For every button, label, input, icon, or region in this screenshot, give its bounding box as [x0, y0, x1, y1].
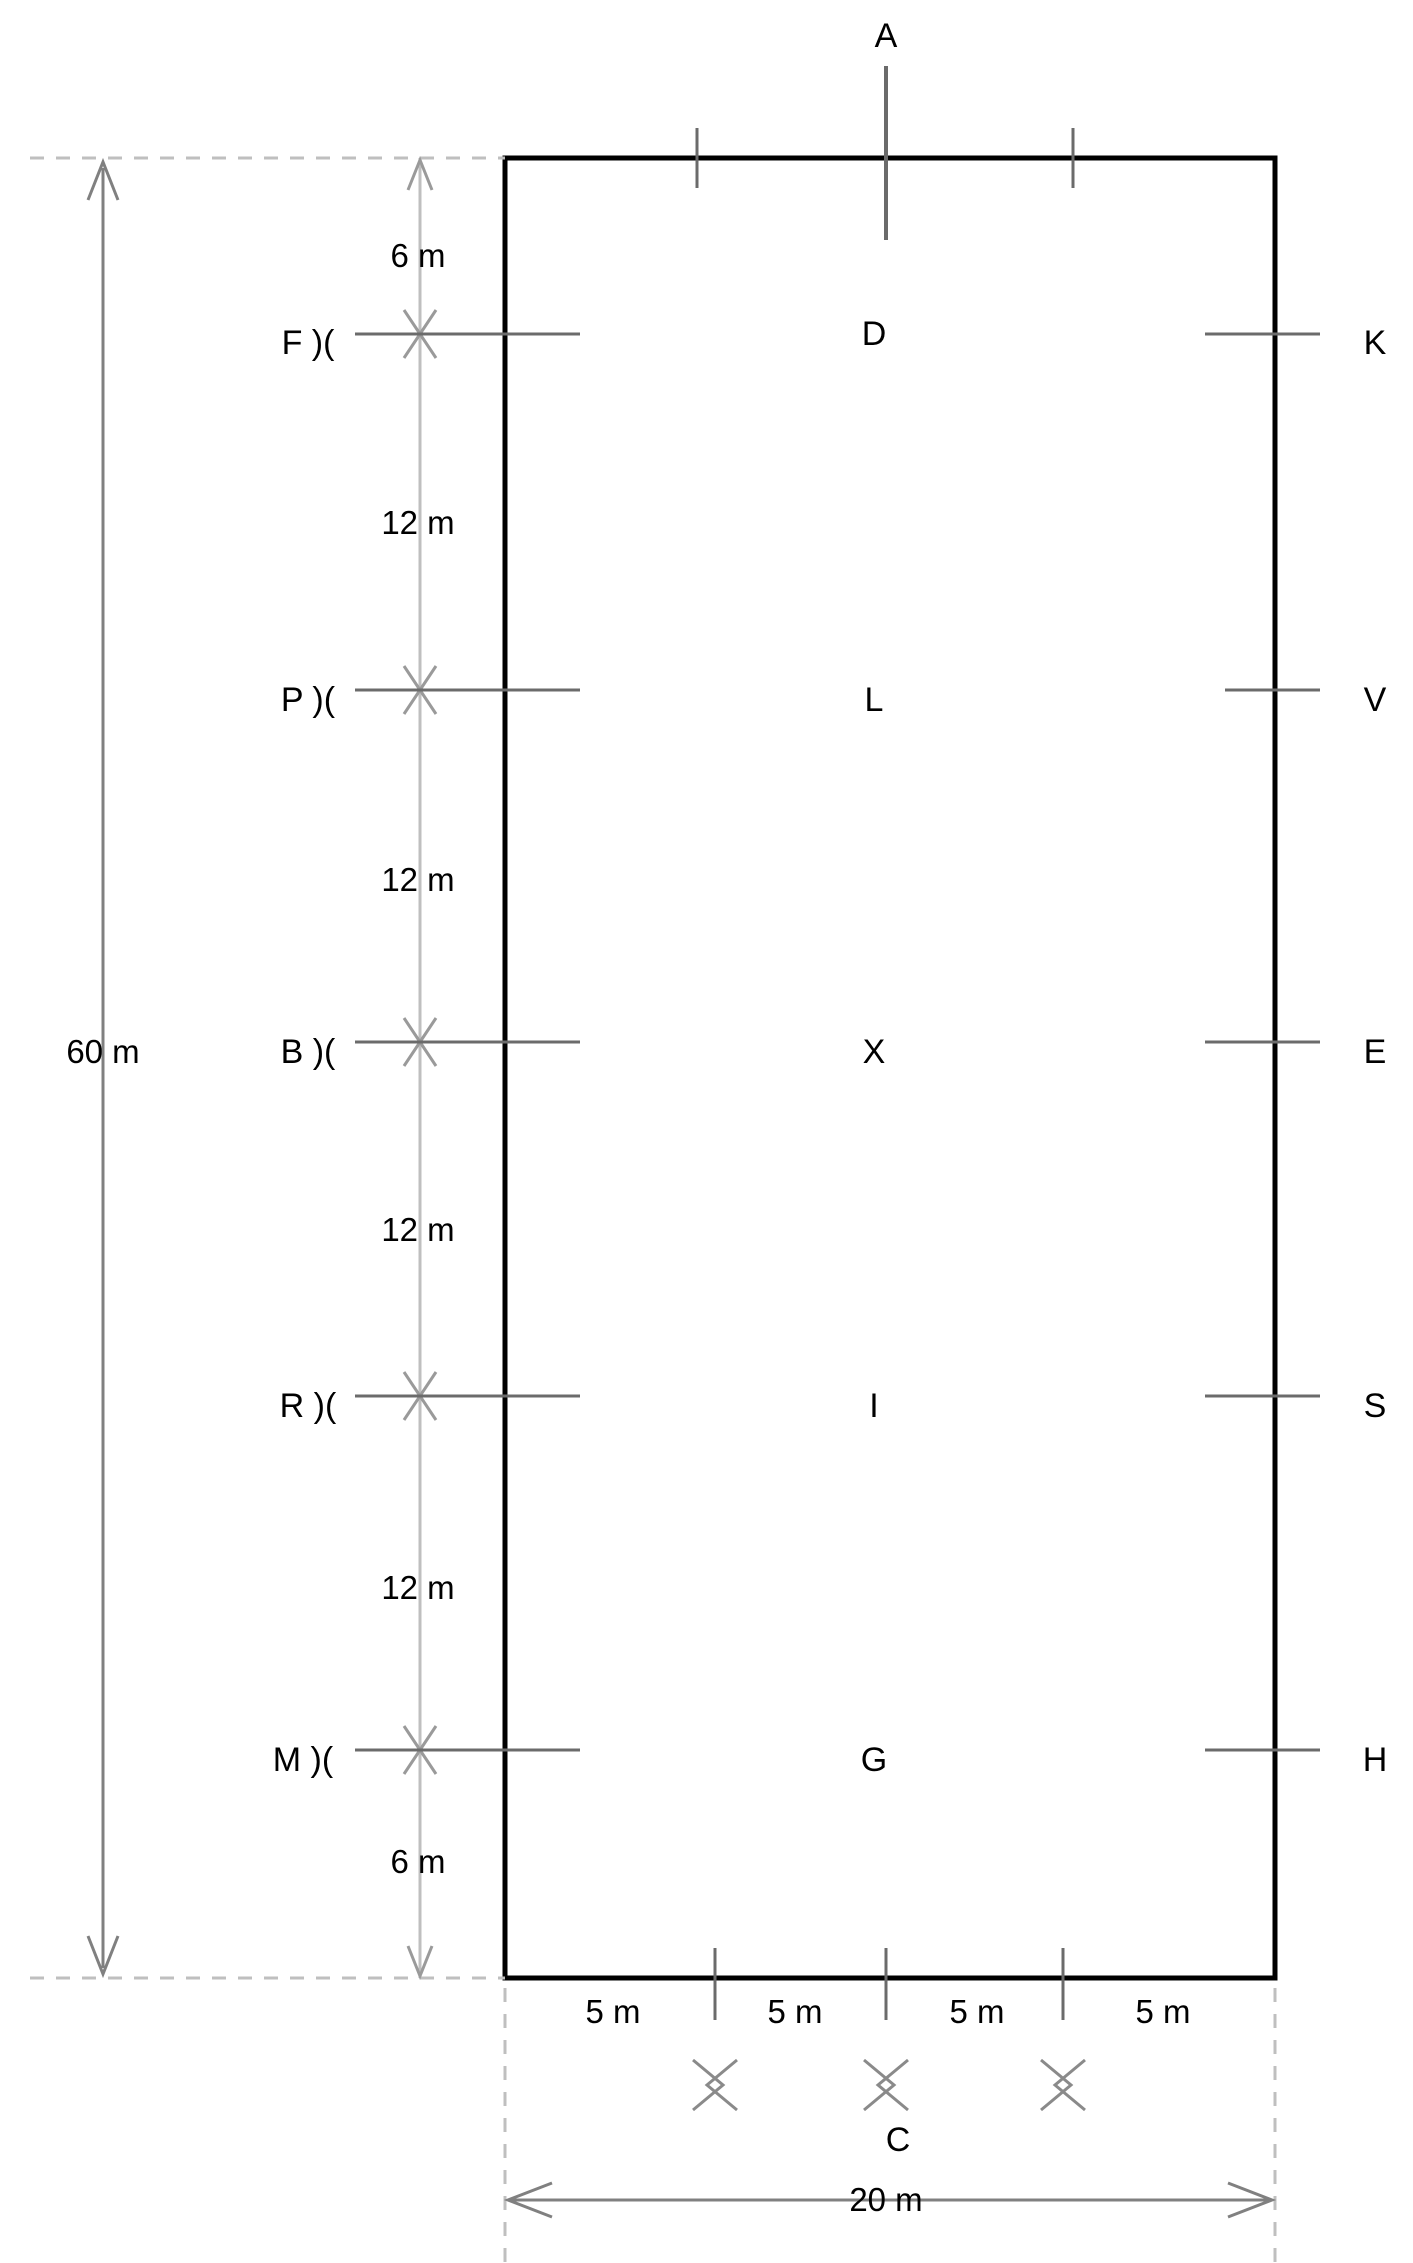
- left-station-leaders: [355, 334, 580, 1750]
- label-station-c: C: [885, 2121, 911, 2159]
- dimension-label-60m: 60 m: [66, 1033, 140, 1070]
- dimension-label-bay2-5m: 5 m: [767, 1993, 823, 2030]
- label-interior-x: X: [862, 1033, 886, 1071]
- label-station-f: F )(: [281, 324, 335, 362]
- label-station-h: H: [1362, 1741, 1388, 1779]
- label-station-a: A: [874, 17, 898, 55]
- right-station-leaders: [1205, 334, 1320, 1750]
- dimension-label-seg4-12m: 12 m: [381, 1569, 455, 1606]
- label-station-k: K: [1363, 324, 1387, 362]
- dimension-label-bay3-5m: 5 m: [949, 1993, 1005, 2030]
- label-station-e: E: [1363, 1033, 1387, 1071]
- label-station-v: V: [1363, 681, 1387, 719]
- label-station-r: R )(: [279, 1387, 337, 1425]
- label-station-p: P )(: [280, 681, 336, 719]
- plot-rectangle: [505, 158, 1275, 1978]
- label-interior-g: G: [860, 1741, 888, 1779]
- label-interior-l: L: [864, 681, 884, 719]
- dimension-label-seg2-12m: 12 m: [381, 861, 455, 898]
- label-interior-i: I: [869, 1387, 879, 1425]
- label-station-b: B )(: [280, 1033, 336, 1071]
- dimension-label-20m: 20 m: [849, 2181, 923, 2218]
- label-station-m: M )(: [272, 1741, 334, 1779]
- dimension-label-seg3-12m: 12 m: [381, 1211, 455, 1248]
- bottom-dimension-bowties: [693, 2060, 1085, 2110]
- dimension-label-seg1-12m: 12 m: [381, 504, 455, 541]
- dimension-label-top-6m: 6 m: [390, 237, 446, 274]
- label-station-s: S: [1363, 1387, 1387, 1425]
- label-interior-d: D: [861, 315, 887, 353]
- dimension-label-bay1-5m: 5 m: [585, 1993, 641, 2030]
- dimension-label-bottom-6m: 6 m: [390, 1843, 446, 1880]
- dimension-label-bay4-5m: 5 m: [1135, 1993, 1191, 2030]
